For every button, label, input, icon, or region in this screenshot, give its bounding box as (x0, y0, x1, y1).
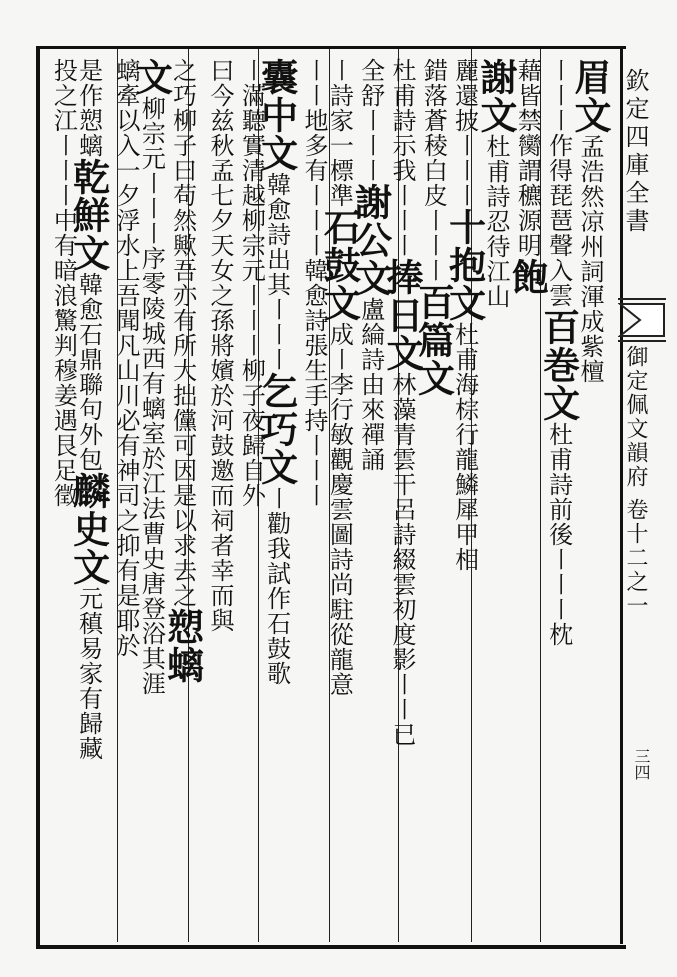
section-title: 御定佩文韻府 卷十二之一 (623, 345, 648, 618)
entry-text: 杜甫詩前後〡〡〡枕 (544, 422, 573, 647)
entry-text: 是作愬螭 (74, 58, 103, 158)
entry-text: 投之江 (49, 58, 78, 133)
entry-text: 韓愈詩張生手持〡〡〡 (299, 258, 328, 508)
entry-headword: 麟史文 (66, 472, 111, 586)
entry-headword: 文 (129, 58, 174, 96)
entry-text: 元稹易家有歸藏 (74, 586, 103, 761)
entry-headword: 謝公文 (348, 183, 393, 297)
entry-text: 成〡李行敏觀慶雲圖詩尚駐從龍意 (325, 322, 354, 697)
entry-text: 藉皆禁臠謂穮源明 (513, 58, 542, 258)
text-column (107, 58, 138, 658)
text-column (44, 58, 78, 508)
text-column (201, 58, 232, 633)
entry-text: 〡滿聽實清越 (237, 58, 266, 208)
entry-text: 柳宗元〡〡〡序零陵城西有螭室於江法曹史唐登浴其涯 (137, 96, 166, 696)
entry-text: 孟浩然凉州詞渾成紫檀 (575, 134, 604, 384)
entry-headword: 謝文 (473, 58, 518, 134)
text-column (66, 58, 111, 761)
entry-headword: 囊中文 (254, 58, 299, 172)
text-column (536, 58, 581, 647)
entry-text: 韓愈詩出其〡〡〡 (262, 172, 291, 372)
entry-text: 判穆姜遇艮足徵 (49, 333, 78, 508)
book-title: 欽定四庫全書 (621, 68, 649, 236)
entry-headword: 捧日文 (379, 258, 424, 372)
entry-headword: 眉文 (567, 58, 612, 134)
entry-text: 地多有〡〡〡 (299, 108, 328, 258)
fishtail-ornament (618, 298, 666, 342)
entry-text: 〡〡〡作得琵琶聲入雲 (544, 58, 573, 308)
entry-headword: 十抱文 (442, 208, 487, 322)
entry-text: 柳宗元〡〡〡柳子夜歸自外 (237, 208, 266, 508)
entry-text: 〡〡〡中有暗浪驚 (49, 133, 78, 333)
entry-text: 之巧柳子曰苟然歟吾亦有所大拙儻可因是以求去之 (168, 58, 197, 608)
text-column (295, 58, 326, 508)
text-column (254, 58, 299, 686)
entry-text: 林藻青雲干呂詩綴雲初度影〡〡已 (387, 372, 416, 747)
entry-text: 〡詩家一標準 (325, 58, 354, 208)
text-column (160, 58, 205, 684)
entry-headword: 飽 (505, 258, 550, 296)
entry-headword: 愬螭 (160, 608, 205, 684)
text-column (317, 58, 362, 697)
entry-text: 韓愈石鼎聯句外包 (74, 272, 103, 472)
entry-headword: 百巻文 (536, 308, 581, 422)
entry-headword: 乞巧文 (254, 372, 299, 486)
page-number: 三四 (632, 748, 651, 780)
text-column (379, 58, 424, 747)
text-column (129, 58, 174, 696)
entry-text: 〡〡 (299, 58, 328, 108)
text-column (442, 58, 487, 572)
entry-text: 杜甫詩示我〡〡〡 (387, 58, 416, 258)
entry-headword: 乾鮮文 (66, 158, 111, 272)
entry-text: 全舒〡〡〡 (356, 58, 385, 183)
entry-text: 杜甫詩忍待江山 (481, 134, 510, 309)
entry-text: 麗還披〡〡〡 (450, 58, 479, 208)
entry-text: 錯落蒼稜白皮〡〡〡 (419, 58, 448, 283)
text-column (505, 58, 550, 296)
text-column (348, 58, 393, 472)
text-column (411, 58, 456, 397)
entry-headword: 百篇文 (411, 283, 456, 397)
entry-text: 曰今兹秋孟七夕天女之孫將嬪於河鼓邀而祠者幸而與 (205, 58, 234, 633)
entry-text: 螭牽以入一夕浮水上吾聞凡山川必有神司之抑有是耶於 (111, 58, 140, 658)
text-column (567, 58, 612, 384)
entry-text: 杜甫海棕行龍鱗犀甲相 (450, 322, 479, 572)
entry-headword: 石鼓文 (317, 208, 362, 322)
entry-text: 〡勸我試作石鼓歌 (262, 486, 291, 686)
text-column (473, 58, 518, 309)
entry-text: 盧綸詩由來禪誦 (356, 297, 385, 472)
text-column (232, 58, 266, 508)
